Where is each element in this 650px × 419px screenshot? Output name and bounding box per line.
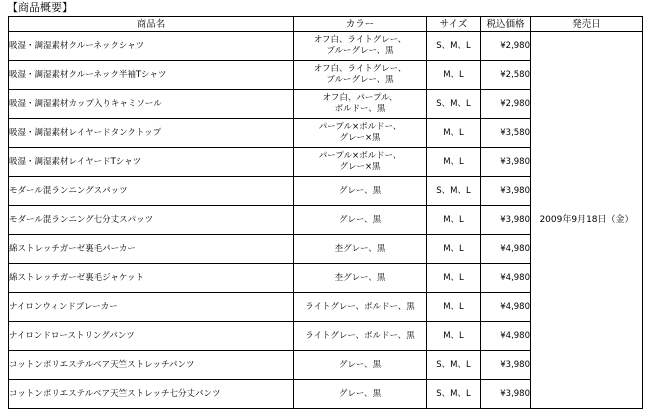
product-name-cell: 吸湿・調湿素材レイヤードTシャツ (9, 148, 294, 177)
product-name-cell: ナイロンウィンドブレーカー (9, 293, 294, 322)
price-cell: ¥3,980 (481, 206, 531, 235)
size-cell: M、L (427, 235, 481, 264)
color-line: グレー、黒 (338, 214, 382, 225)
color-line: オフ白、ライトグレー、 (313, 64, 407, 74)
color-line: グレー×黒 (339, 133, 381, 143)
product-name-cell: モダール混ランニングスパッツ (9, 177, 294, 206)
color-cell (294, 177, 427, 206)
size-cell: S、M、L (427, 351, 481, 380)
table-row (9, 32, 643, 61)
color-cell (294, 380, 427, 409)
size-cell: S、M、L (427, 90, 481, 119)
price-cell: ¥2,980 (481, 90, 531, 119)
size-cell: M、L (427, 206, 481, 235)
color-line: パープル×ボルドー、 (318, 151, 402, 161)
size-cell: M、L (427, 119, 481, 148)
color-cell (294, 264, 427, 293)
price-cell: ¥2,980 (481, 32, 531, 61)
color-cell (294, 235, 427, 264)
size-cell: S、M、L (427, 32, 481, 61)
product-name-cell: 吸湿・調湿素材レイヤードタンクトップ (9, 119, 294, 148)
price-cell: ¥3,980 (481, 351, 531, 380)
header-row (9, 17, 643, 32)
color-line: オフ白、ライトグレー、 (313, 35, 407, 45)
color-line: 杢グレー、黒 (334, 272, 386, 283)
size-cell: M、L (427, 148, 481, 177)
size-cell: M、L (427, 293, 481, 322)
color-cell (294, 293, 427, 322)
color-line: 杢グレー、黒 (334, 243, 386, 254)
header-size: サイズ (427, 17, 481, 32)
header-release-date: 発売日 (531, 17, 643, 32)
release-date-cell: 2009年9月18日（金） (531, 32, 643, 409)
size-cell: S、M、L (427, 177, 481, 206)
header-price: 税込価格 (481, 17, 531, 32)
price-cell: ¥3,980 (481, 148, 531, 177)
price-cell: ¥2,580 (481, 61, 531, 90)
product-name-cell: コットンポリエステルベア天竺ストレッチパンツ (9, 351, 294, 380)
color-line: ボルドー、黒 (334, 104, 386, 114)
size-cell: M、L (427, 61, 481, 90)
color-line: オフ白、パープル、 (322, 93, 398, 103)
color-line: ブルーグレー、黒 (326, 46, 394, 56)
color-cell (294, 351, 427, 380)
color-cell (294, 32, 427, 61)
product-name-cell: ナイロンドローストリングパンツ (9, 322, 294, 351)
product-name-cell: 綿ストレッチガーゼ裏毛パーカー (9, 235, 294, 264)
product-name-cell: モダール混ランニング七分丈スパッツ (9, 206, 294, 235)
size-cell: M、L (427, 264, 481, 293)
product-name-cell: 吸湿・調湿素材クルーネックシャツ (9, 32, 294, 61)
product-overview-table (8, 16, 643, 409)
color-cell (294, 148, 427, 177)
header-color: カラー (294, 17, 427, 32)
product-name-cell: 吸湿・調湿素材クルーネック半袖Tシャツ (9, 61, 294, 90)
color-cell (294, 322, 427, 351)
color-line: パープル×ボルドー、 (318, 122, 402, 132)
size-cell: S、M、L (427, 380, 481, 409)
price-cell: ¥3,980 (481, 177, 531, 206)
color-line: グレー、黒 (338, 185, 382, 196)
price-cell: ¥3,580 (481, 119, 531, 148)
table-body (9, 32, 643, 409)
price-cell: ¥4,980 (481, 235, 531, 264)
price-cell: ¥3,980 (481, 380, 531, 409)
size-cell: M、L (427, 322, 481, 351)
color-line: グレー、黒 (338, 388, 382, 399)
color-line: グレー、黒 (338, 359, 382, 370)
product-name-cell: コットンポリエステルベア天竺ストレッチ七分丈パンツ (9, 380, 294, 409)
color-line: ライトグレー、ボルドー、黒 (305, 330, 415, 341)
section-title: 【商品概要】 (7, 1, 73, 14)
color-line: ライトグレー、ボルドー、黒 (305, 301, 415, 312)
color-cell (294, 90, 427, 119)
product-name-cell: 綿ストレッチガーゼ裏毛ジャケット (9, 264, 294, 293)
price-cell: ¥4,980 (481, 264, 531, 293)
color-line: ブルーグレー、黒 (326, 75, 394, 85)
header-name: 商品名 (9, 17, 294, 32)
price-cell: ¥4,980 (481, 322, 531, 351)
price-cell: ¥4,980 (481, 293, 531, 322)
color-cell (294, 119, 427, 148)
color-cell (294, 61, 427, 90)
color-line: グレー×黒 (339, 162, 381, 172)
product-name-cell: 吸湿・調湿素材カップ入りキャミソール (9, 90, 294, 119)
color-cell (294, 206, 427, 235)
